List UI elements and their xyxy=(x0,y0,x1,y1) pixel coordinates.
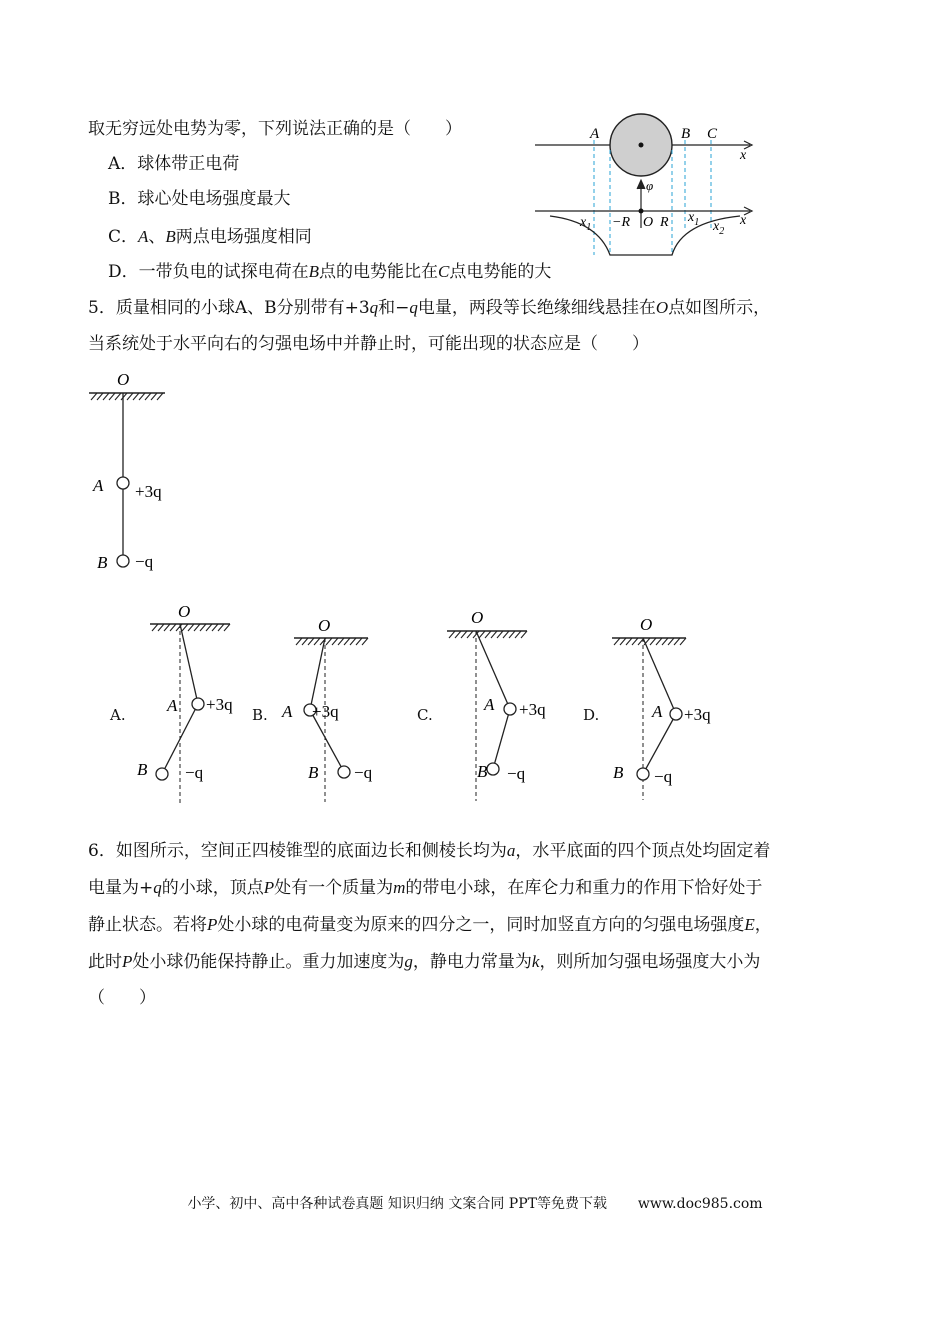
svg-text:+3q: +3q xyxy=(684,705,711,724)
label-r: R xyxy=(660,215,669,230)
main-charge-a: +3q xyxy=(135,482,162,501)
page-footer xyxy=(0,1193,950,1213)
q4-option-d: D．一带负电的试探电荷在B点的电势能比在C点电势能的大 xyxy=(108,262,552,282)
label-x-top: x xyxy=(740,148,747,163)
label-c: C xyxy=(707,126,718,142)
q5-line2: 当系统处于水平向右的匀强电场中并静止时，可能出现的状态应是（ ） xyxy=(88,334,649,354)
label-b: B xyxy=(681,126,691,142)
svg-text:B: B xyxy=(477,762,488,781)
label-x-bottom: x xyxy=(740,213,747,228)
svg-text:B: B xyxy=(613,763,624,782)
choice-a-ball-b xyxy=(156,768,168,780)
label-x1-left: $x_1$ xyxy=(580,215,592,233)
main-ball-b xyxy=(117,555,129,567)
choice-a-ball-a xyxy=(192,698,204,710)
svg-text:−q: −q xyxy=(354,763,373,782)
choice-d-letter: D. xyxy=(583,706,600,724)
q5-line1: 5．质量相同的小球A、B分别带有+3q和−q电量，两段等长绝缘细线悬挂在O点如图所示， xyxy=(88,298,771,318)
svg-text:A: A xyxy=(282,702,293,721)
svg-text:+3q: +3q xyxy=(519,700,546,719)
svg-text:−q: −q xyxy=(507,764,526,783)
svg-text:−q: −q xyxy=(654,767,673,786)
choice-c-ball-b xyxy=(487,763,499,775)
svg-text:+3q: +3q xyxy=(312,702,339,721)
q6-line3: 静止状态。若将P处小球的电荷量变为原来的四分之一，同时加竖直方向的匀强电场强度E， xyxy=(88,915,772,935)
choice-b-figure xyxy=(282,610,390,810)
q6-line1: 6．如图所示，空间正四棱锥型的底面边长和侧棱长均为a，水平底面的四个顶点处均固定着 xyxy=(88,841,771,861)
label-a: A xyxy=(590,126,600,142)
svg-text:A: A xyxy=(484,695,495,714)
label-o: O xyxy=(643,215,654,230)
choice-d-figure xyxy=(608,610,728,810)
q4-option-c: C．A、B两点电场强度相同 xyxy=(108,227,312,247)
main-ball-a xyxy=(117,477,129,489)
svg-text:A: A xyxy=(167,696,178,715)
svg-text:A: A xyxy=(652,702,663,721)
label-x2: $x_2$ xyxy=(713,219,725,237)
q4-option-a: A．球体带正电荷 xyxy=(108,154,240,174)
footer-text: 小学、初中、高中各种试卷真题 知识归纳 文案合同 PPT等免费下载 xyxy=(187,1196,607,1212)
svg-text:−q: −q xyxy=(185,763,204,782)
choice-b-ball-b xyxy=(338,766,350,778)
q4-option-b: B．球心处电场强度最大 xyxy=(108,189,291,209)
choice-c-letter: C. xyxy=(417,706,433,724)
q6-line5: （ ） xyxy=(88,988,156,1008)
svg-text:O: O xyxy=(471,608,484,627)
choice-d-ball-a xyxy=(670,708,682,720)
svg-text:O: O xyxy=(178,602,191,621)
choice-d-ball-b xyxy=(637,768,649,780)
svg-text:B: B xyxy=(137,760,148,779)
main-label-a: A xyxy=(93,476,104,495)
main-charge-b: −q xyxy=(135,552,154,571)
q5-main-figure xyxy=(85,365,195,580)
svg-text:+3q: +3q xyxy=(206,695,233,714)
svg-text:O: O xyxy=(640,615,653,634)
label-phi: φ xyxy=(646,178,654,193)
svg-text:B: B xyxy=(308,763,319,782)
choice-b-letter: B. xyxy=(252,706,268,724)
main-label-o: O xyxy=(117,370,130,389)
q6-line2: 电量为+q的小球，顶点P处有一个质量为m的带电小球，在库仑力和重力的作用下恰好处于 xyxy=(88,878,763,898)
svg-text:O: O xyxy=(318,616,331,635)
q4-sphere-potential-figure xyxy=(530,110,760,270)
choice-a-figure xyxy=(137,598,250,808)
label-x1-right: $x_1$ xyxy=(688,210,700,228)
main-label-b: B xyxy=(97,553,108,572)
q4-stem: 取无穷远处电势为零，下列说法正确的是（ ） xyxy=(88,119,462,139)
q6-line4: 此时P处小球仍能保持静止。重力加速度为g，静电力常量为k，则所加匀强电场强度大小为 xyxy=(88,952,761,972)
choice-c-ball-a xyxy=(504,703,516,715)
choice-c-figure xyxy=(443,603,563,808)
footer-url[interactable]: www.doc985.com xyxy=(637,1196,763,1212)
choice-a-letter: A. xyxy=(110,706,126,724)
label-neg-r: −R xyxy=(612,215,630,230)
